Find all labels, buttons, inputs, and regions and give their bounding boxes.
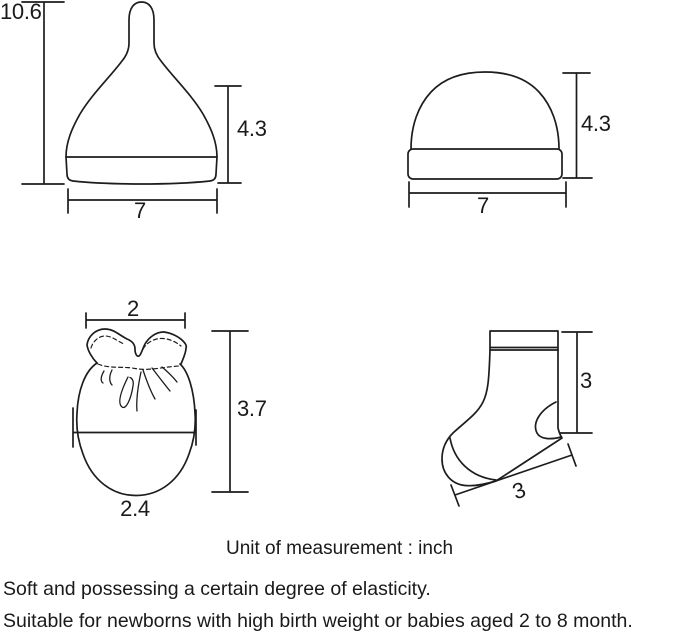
mitten-ruffle [87,329,186,364]
dim-label-mitten-opening: 2 [127,296,139,321]
dim-label-sock-length: 3 [509,476,529,505]
dim-label-mitten-height: 3.7 [237,396,267,421]
dim-label-hat-height: 10.6 [0,0,42,24]
dim-label-beanie-height: 4.3 [581,111,611,136]
mitten-drawing [73,313,248,496]
sock-cuff [490,331,558,350]
dimension-line-hat-height [22,2,64,184]
mitten-ruffle-stitching [91,336,181,349]
pointed-hat-crown [66,2,217,157]
mitten-neck-stitching [98,364,179,369]
elasticity-note: Soft and possessing a certain degree of elasticity. [3,578,431,600]
pointed-hat-drawing [22,2,241,213]
mitten-gather-folds [101,367,177,411]
suitability-note: Suitable for newborns with high birth weight or babies aged 2 to 8 month. [3,610,633,632]
dim-label-sock-height: 3 [580,368,592,393]
dim-label-mitten-width: 2.4 [120,496,150,521]
beanie-drawing [408,72,592,207]
dim-label-hat-width: 7 [134,198,146,223]
dim-label-beanie-width: 7 [477,193,489,218]
sock-toe-seam [450,438,496,480]
dim-label-hat-crown: 4.3 [237,116,267,141]
unit-of-measurement-note: Unit of measurement : inch [225,538,454,559]
beanie-brim [408,149,562,179]
mitten-body [77,363,196,496]
beanie-dome [411,72,559,149]
dimension-line-sock-length [451,444,576,506]
pointed-hat-brim [66,157,217,184]
dimension-line-mitten-width [73,408,196,447]
